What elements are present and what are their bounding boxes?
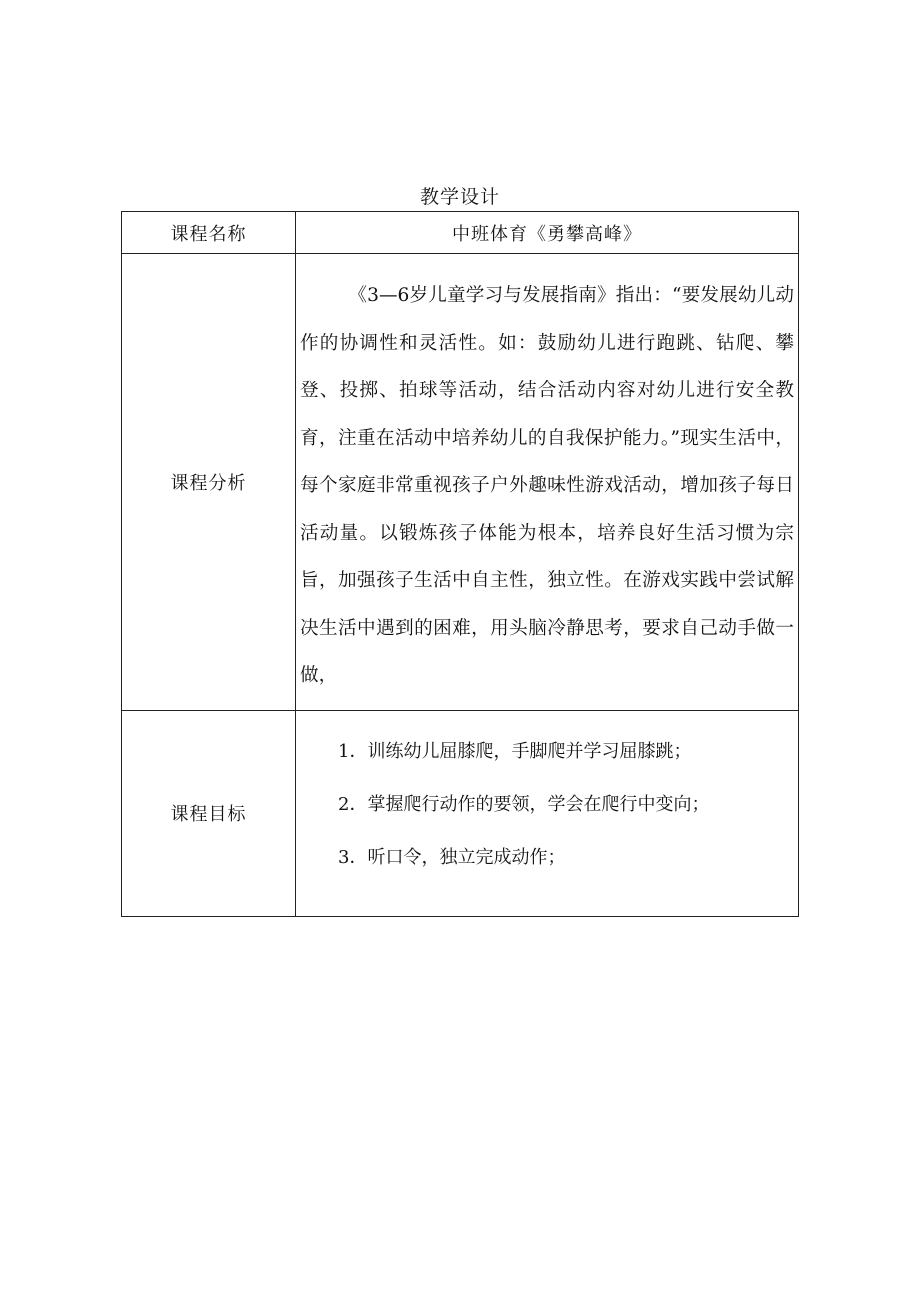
course-goals-list <box>296 711 798 884</box>
course-goal-item: 1．训练幼儿屈膝爬，手脚爬并学习屈膝跳； <box>338 740 692 762</box>
course-analysis-cell <box>296 254 799 711</box>
course-analysis-text: 《3—6岁儿童学习与发展指南》指出：“要发展幼儿动作的协调性和灵活性。如：鼓励幼儿进行跑跳、钻爬、攀登、投掷、拍球等活动，结合活动内容对幼儿进行安全教育，注重在活动中培养幼儿的自我保护能力。”现实生活中，每个家庭非常重视孩子户外趣味性游戏活动，增加孩子每日活动量。以锻炼孩子体能为根本，培养良好生活习惯为宗旨，加强孩子生活中自主性，独立性。在游戏实践中尝试解决生活中遇到的困难，用头脑冷静思考，要求自己动手做一做， <box>300 285 794 686</box>
course-analysis-row <box>122 254 799 711</box>
course-goals-label: 课程目标 <box>122 710 296 916</box>
course-analysis-label: 课程分析 <box>122 254 296 711</box>
course-goal-item: 3．听口令，独立完成动作； <box>338 846 566 868</box>
document-title: 教学设计 <box>419 186 500 208</box>
course-name-row <box>122 212 799 254</box>
course-name-value: 中班体育《勇攀高峰》 <box>296 212 799 254</box>
lesson-plan-table <box>121 211 799 917</box>
course-goal-item: 2．掌握爬行动作的要领，学会在爬行中变向； <box>338 793 710 815</box>
course-goals-cell <box>296 710 799 916</box>
course-goals-row <box>122 710 799 916</box>
course-name-label: 课程名称 <box>122 212 296 254</box>
